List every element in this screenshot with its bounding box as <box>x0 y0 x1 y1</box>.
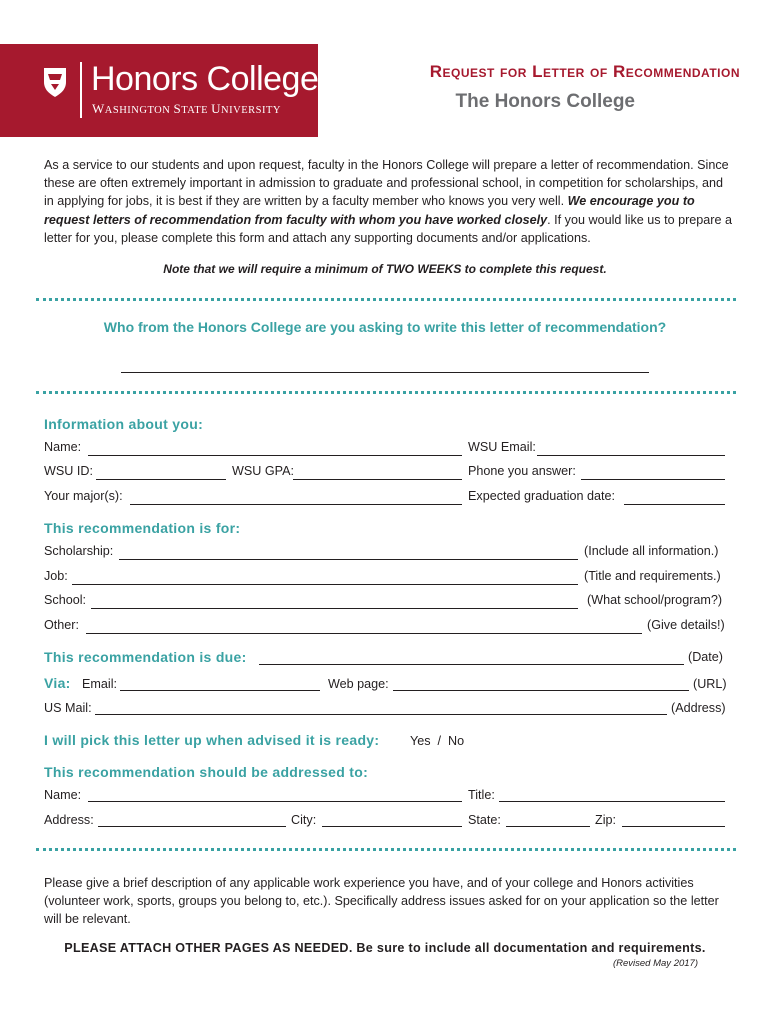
addressee-title-label: Title: <box>468 788 495 802</box>
dotted-divider <box>36 298 736 301</box>
recommender-question: Who from the Honors College are you asking to write this letter of recommendation? <box>103 319 667 335</box>
majors-label: Your major(s): <box>44 489 123 503</box>
url-hint: (URL) <box>693 677 727 691</box>
wsu-email-label: WSU Email: <box>468 440 536 454</box>
address-hint: (Address) <box>671 701 726 715</box>
two-weeks-note: Note that we will require a minimum of TWO WEEKS to complete this request. <box>163 262 607 276</box>
due-heading: This recommendation is due: <box>44 649 247 665</box>
zip-label: Zip: <box>595 813 616 827</box>
other-label: Other: <box>44 618 79 632</box>
wsu-email-field[interactable] <box>537 455 725 456</box>
scholarship-field[interactable] <box>119 559 578 560</box>
other-hint: (Give details!) <box>647 618 725 632</box>
via-email-field[interactable] <box>120 690 320 691</box>
wsu-seal-icon <box>42 66 68 98</box>
description-instructions: Please give a brief description of any applicable work experience you have, and of your college and Honors activities (volunteer work, sports, groups you belong to, etc.). Specifically address issues asked for on your application so the letter will be relevant. <box>44 876 719 927</box>
scholarship-hint: (Include all information.) <box>584 544 719 558</box>
date-hint: (Date) <box>688 650 723 664</box>
phone-field[interactable] <box>581 479 725 480</box>
brand-name: Honors College <box>91 60 319 98</box>
wsu-id-field[interactable] <box>96 479 226 480</box>
grad-date-label: Expected graduation date: <box>468 489 616 503</box>
revised-date: (Revised May 2017) <box>612 958 698 969</box>
via-email-label: Email: <box>82 677 117 691</box>
dotted-divider <box>36 391 736 394</box>
for-heading: This recommendation is for: <box>44 520 241 536</box>
job-label: Job: <box>44 569 68 583</box>
job-field[interactable] <box>72 584 578 585</box>
via-label: Via: <box>44 675 71 691</box>
other-field[interactable] <box>86 633 642 634</box>
intro-paragraph: As a service to our students and upon request, faculty in the Honors College will prepare a letter of recommendation. Since these are often extremely important in admission to graduate and professional school, in competition for scholarships, and in applying for jobs, it is best if they are written by a faculty member who knows you very well. We encourage you to request letters of recommendation from faculty with whom you have worked closely. If you would like us to prepare a letter for you, please complete this form and attach any supporting documents and/or applications. <box>44 158 732 245</box>
brand-university: WASHINGTON STATE UNIVERSITY <box>92 101 281 116</box>
school-hint: (What school/program?) <box>587 593 723 607</box>
majors-field[interactable] <box>130 504 462 505</box>
phone-label: Phone you answer: <box>468 464 576 478</box>
city-label: City: <box>291 813 317 827</box>
name-label: Name: <box>44 440 82 454</box>
addressee-name-field[interactable] <box>88 801 462 802</box>
name-field[interactable] <box>88 455 462 456</box>
brand-divider <box>80 62 82 118</box>
addressee-title-field[interactable] <box>499 801 725 802</box>
wsu-id-label: WSU ID: <box>44 464 93 478</box>
attach-pages-note: PLEASE ATTACH OTHER PAGES AS NEEDED. Be sure to include all documentation and requirements. <box>64 941 706 955</box>
address-field[interactable] <box>98 826 286 827</box>
web-page-label: Web page: <box>328 677 389 691</box>
us-mail-field[interactable] <box>95 714 667 715</box>
wsu-gpa-field[interactable] <box>293 479 462 480</box>
scholarship-label: Scholarship: <box>44 544 114 558</box>
document-title: Request for Letter of Recommendation <box>429 62 740 81</box>
pickup-yes-no-options[interactable]: Yes / No <box>410 734 465 748</box>
due-date-field[interactable] <box>259 664 684 665</box>
state-field[interactable] <box>506 826 590 827</box>
document-subtitle: The Honors College <box>455 91 635 112</box>
grad-date-field[interactable] <box>624 504 725 505</box>
address-label: Address: <box>44 813 94 827</box>
school-field[interactable] <box>91 608 578 609</box>
intro-emphasis: We encourage you to request letters of recommendation from faculty with whom you have worked closely <box>44 194 695 227</box>
us-mail-label: US Mail: <box>44 701 92 715</box>
city-field[interactable] <box>322 826 462 827</box>
job-hint: (Title and requirements.) <box>584 569 721 583</box>
addressee-name-label: Name: <box>44 788 82 802</box>
wsu-gpa-label: WSU GPA: <box>232 464 295 478</box>
zip-field[interactable] <box>622 826 725 827</box>
dotted-divider <box>36 848 736 851</box>
addressed-heading: This recommendation should be addressed to: <box>44 764 369 780</box>
recommender-field[interactable] <box>121 372 649 373</box>
pickup-question: I will pick this letter up when advised it is ready: <box>44 732 380 748</box>
info-heading: Information about you: <box>44 416 204 432</box>
school-label: School: <box>44 593 87 607</box>
state-label: State: <box>468 813 501 827</box>
web-page-field[interactable] <box>393 690 689 691</box>
